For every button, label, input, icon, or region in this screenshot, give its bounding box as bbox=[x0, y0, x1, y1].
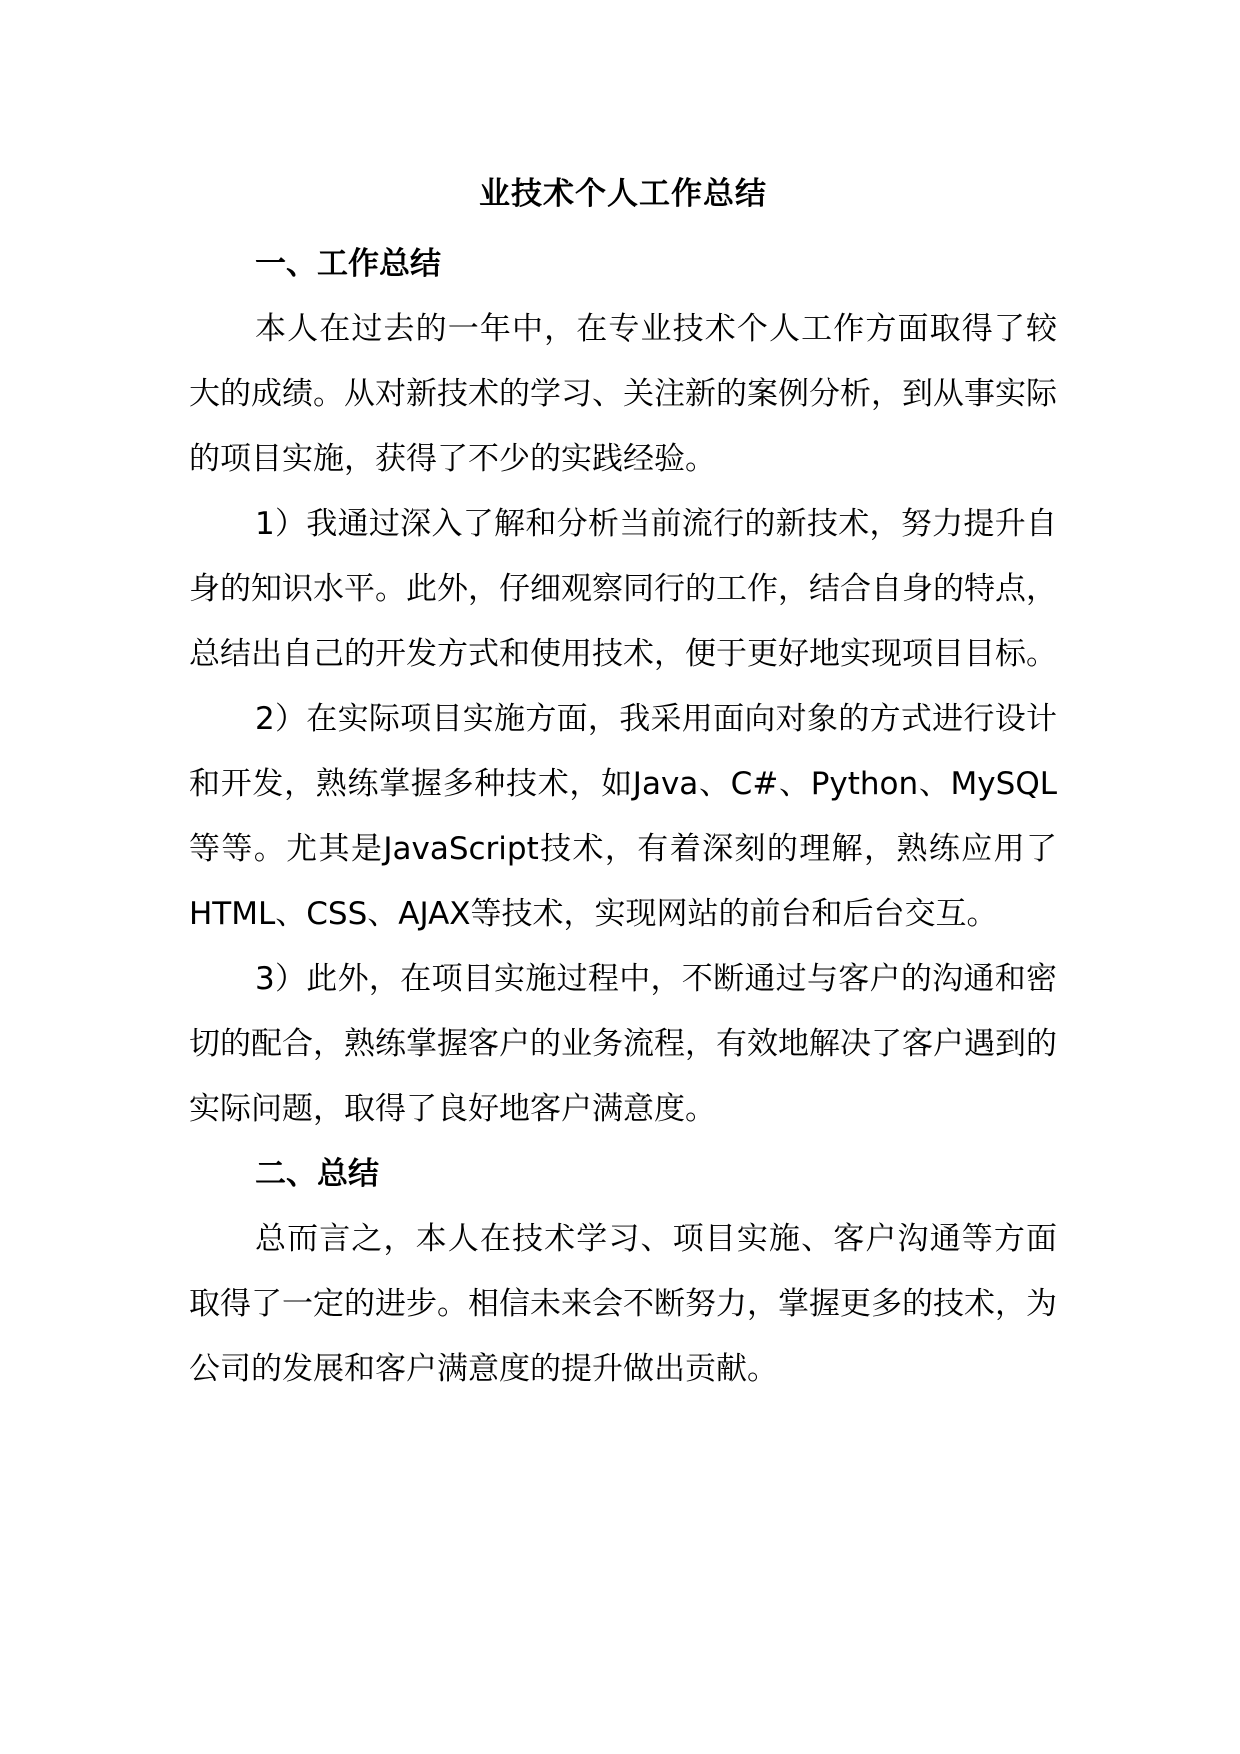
item-3-paragraph: 3）此外，在项目实施过程中，不断通过与客户的沟通和密切的配合，熟练掌握客户的业务流程，有效地解决了客户遇到的实际问题，取得了良好地客户满意度。 bbox=[189, 961, 1057, 1127]
item-1-paragraph: 1）我通过深入了解和分析当前流行的新技术，努力提升自身的知识水平。此外，仔细观察同行的工作，结合自身的特点，总结出自己的开发方式和使用技术，便于更好地实现项目目标。 bbox=[189, 506, 1057, 672]
conclusion-paragraph: 总而言之，本人在技术学习、项目实施、客户沟通等方面取得了一定的进步。相信未来会不断努力，掌握更多的技术，为公司的发展和客户满意度的提升做出贡献。 bbox=[189, 1221, 1057, 1387]
document-title: 业技术个人工作总结 bbox=[479, 176, 767, 212]
section-heading-work-summary: 一、工作总结 bbox=[255, 246, 441, 282]
item-2-paragraph: 2）在实际项目实施方面，我采用面向对象的方式进行设计和开发，熟练掌握多种技术，如Java、C#、Python、MySQL等等。尤其是JavaScript技术，有着深刻的理解，熟练应用了HTML、CSS、AJAX等技术，实现网站的前台和后台交互。 bbox=[189, 701, 1057, 932]
document-page bbox=[189, 168, 1057, 1402]
section-heading-conclusion: 二、总结 bbox=[255, 1156, 379, 1192]
intro-paragraph: 本人在过去的一年中，在专业技术个人工作方面取得了较大的成绩。从对新技术的学习、关注新的案例分析，到从事实际的项目实施，获得了不少的实践经验。 bbox=[189, 311, 1057, 477]
